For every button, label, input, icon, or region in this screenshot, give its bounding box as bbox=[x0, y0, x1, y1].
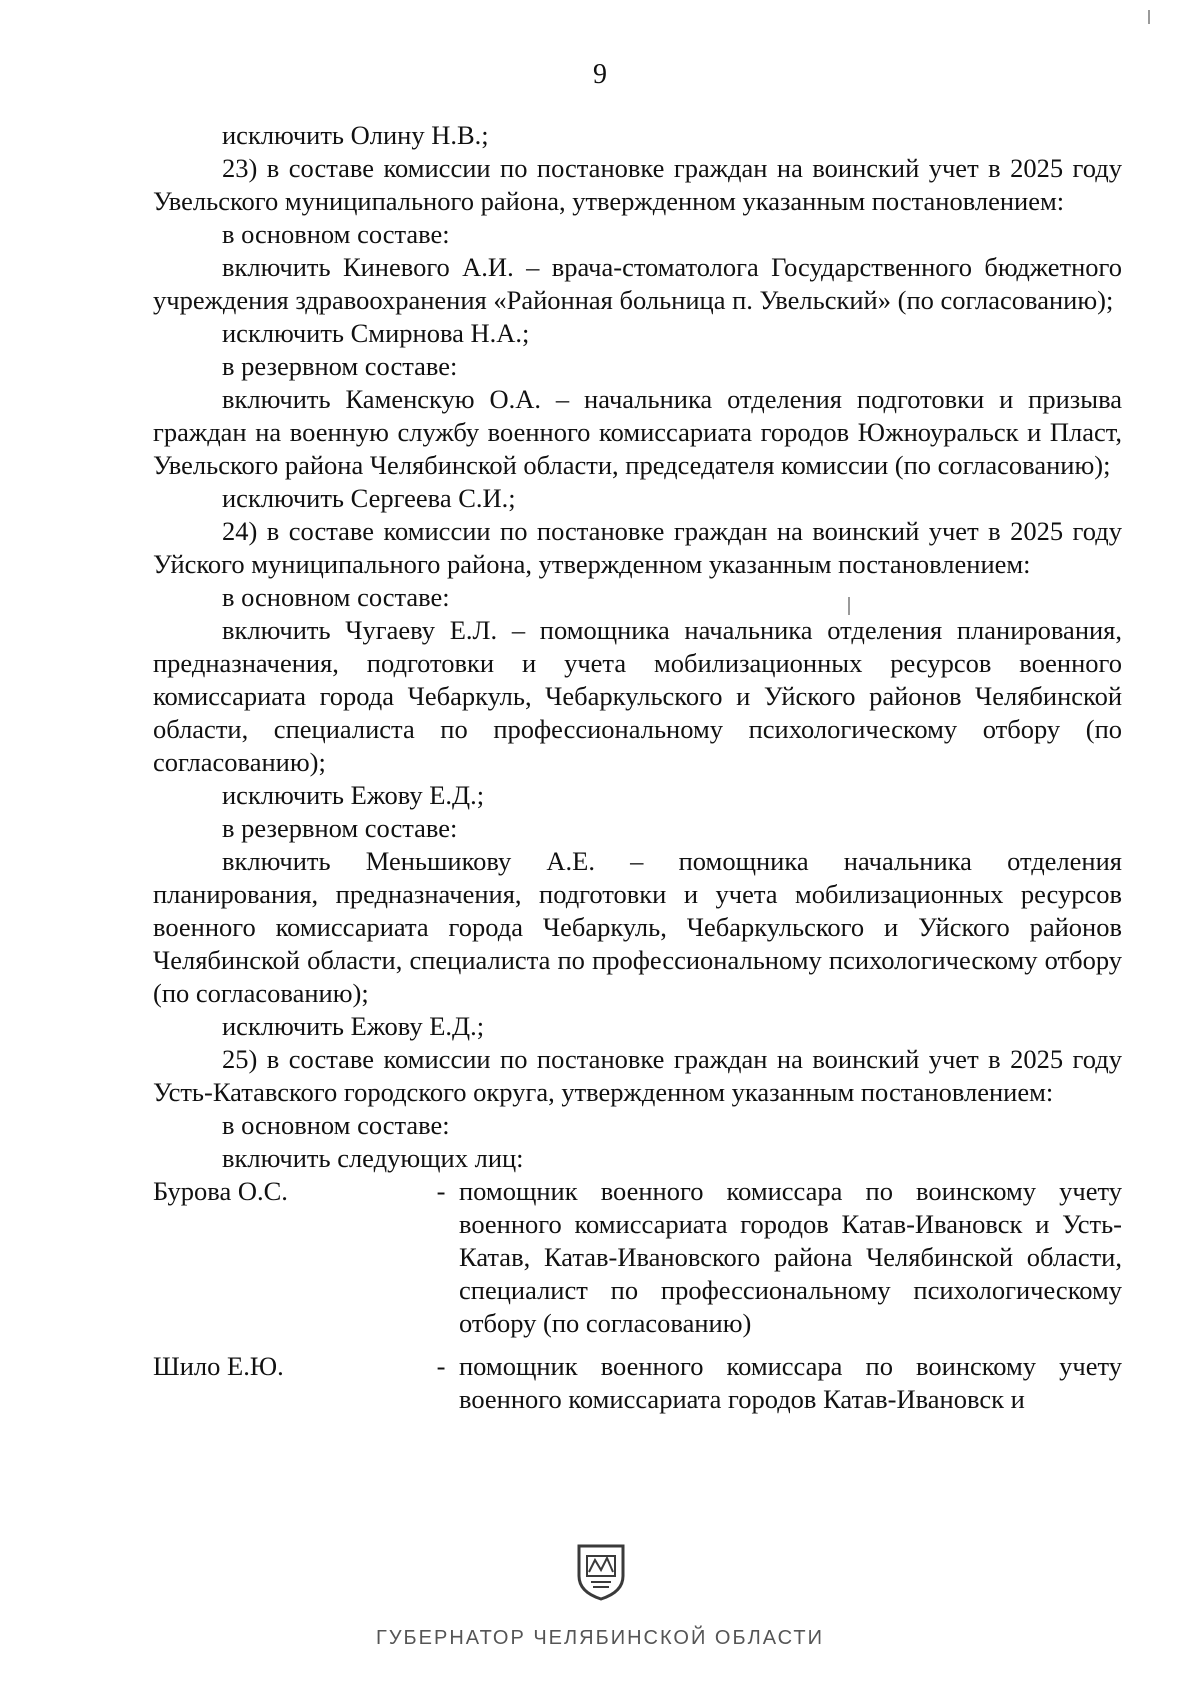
member-dash: - bbox=[436, 1176, 446, 1206]
member-spacer bbox=[153, 1340, 1122, 1350]
paragraph-item-24: 24) в составе комиссии по постановке граждан на воинский учет в 2025 году Уйского муниципального района, утвержденном указанным постановлением: bbox=[153, 516, 1122, 579]
paragraph-include-kinevoy: включить Киневого А.И. – врача-стоматолога Государственного бюджетного учреждения здравоохранения «Районная больница п. Увельский» (по согласованию); bbox=[153, 252, 1122, 315]
paragraph-item-23: 23) в составе комиссии по постановке граждан на воинский учет в 2025 году Увельского муниципального района, утвержденном указанным постановлением: bbox=[153, 153, 1122, 216]
paragraph-exclude-olina: исключить Олину Н.В.; bbox=[222, 120, 489, 150]
paragraph-reserve-composition: в резервном составе: bbox=[222, 813, 458, 843]
scan-artifact bbox=[848, 597, 850, 615]
paragraph-exclude-ezhova: исключить Ежову Е.Д.; bbox=[222, 1011, 485, 1041]
paragraph-include-kamenskaya: включить Каменскую О.А. – начальника отделения подготовки и призыва граждан на военную службу военного комиссариата городов Южноуральск и Пласт, Увельского района Челябинской области, председателя комиссии (по согласованию); bbox=[153, 384, 1122, 480]
member-description: помощник военного комиссара по воинскому учету военного комиссариата городов Катав-Ивановск и bbox=[459, 1351, 1122, 1414]
member-name: Шило Е.Ю. bbox=[153, 1351, 284, 1381]
paragraph-include-menshikova: включить Меньшикову А.Е. – помощника начальника отделения планирования, предназначения, подготовки и учета мобилизационных ресурсов военного комиссариата города Чебаркуль, Чебаркульского и Уйского районов Челябинской области, специалиста по профессиональному психологическому отбору (по согласованию); bbox=[153, 846, 1122, 1008]
member-description: помощник военного комиссара по воинскому учету военного комиссариата городов Катав-Ивановск и Усть-Катав, Катав-Ивановского района Челябинской области, специалист по профессиональному психологическому отбору (по согласованию) bbox=[459, 1176, 1122, 1338]
scan-artifact bbox=[1148, 10, 1150, 24]
footer-governor-caption: ГУБЕРНАТОР ЧЕЛЯБИНСКОЙ ОБЛАСТИ bbox=[376, 1627, 824, 1649]
document-body bbox=[153, 119, 1122, 1416]
paragraph-main-composition: в основном составе: bbox=[222, 219, 450, 249]
member-row bbox=[153, 1175, 1122, 1340]
paragraph-item-25: 25) в составе комиссии по постановке граждан на воинский учет в 2025 году Усть-Катавского городского округа, утвержденном указанным постановлением: bbox=[153, 1044, 1122, 1107]
paragraph-include-chugaeva: включить Чугаеву Е.Л. – помощника начальника отделения планирования, предназначения, подготовки и учета мобилизационных ресурсов военного комиссариата города Чебаркуль, Чебаркульского и Уйского районов Челябинской области, специалиста по профессиональному психологическому отбору (по согласованию); bbox=[153, 615, 1122, 777]
member-dash: - bbox=[436, 1351, 446, 1381]
paragraph-reserve-composition: в резервном составе: bbox=[222, 351, 458, 381]
paragraph-include-following: включить следующих лиц: bbox=[222, 1143, 524, 1173]
coat-of-arms-seal-icon bbox=[575, 1542, 627, 1602]
paragraph-main-composition: в основном составе: bbox=[222, 582, 450, 612]
paragraph-exclude-ezhova: исключить Ежову Е.Д.; bbox=[222, 780, 485, 810]
paragraph-exclude-sergeev: исключить Сергеева С.И.; bbox=[222, 483, 516, 513]
member-row bbox=[153, 1350, 1122, 1416]
member-name: Бурова О.С. bbox=[153, 1176, 288, 1206]
paragraph-main-composition: в основном составе: bbox=[222, 1110, 450, 1140]
paragraph-exclude-smirnov: исключить Смирнова Н.А.; bbox=[222, 318, 530, 348]
page-number: 9 bbox=[593, 59, 607, 90]
